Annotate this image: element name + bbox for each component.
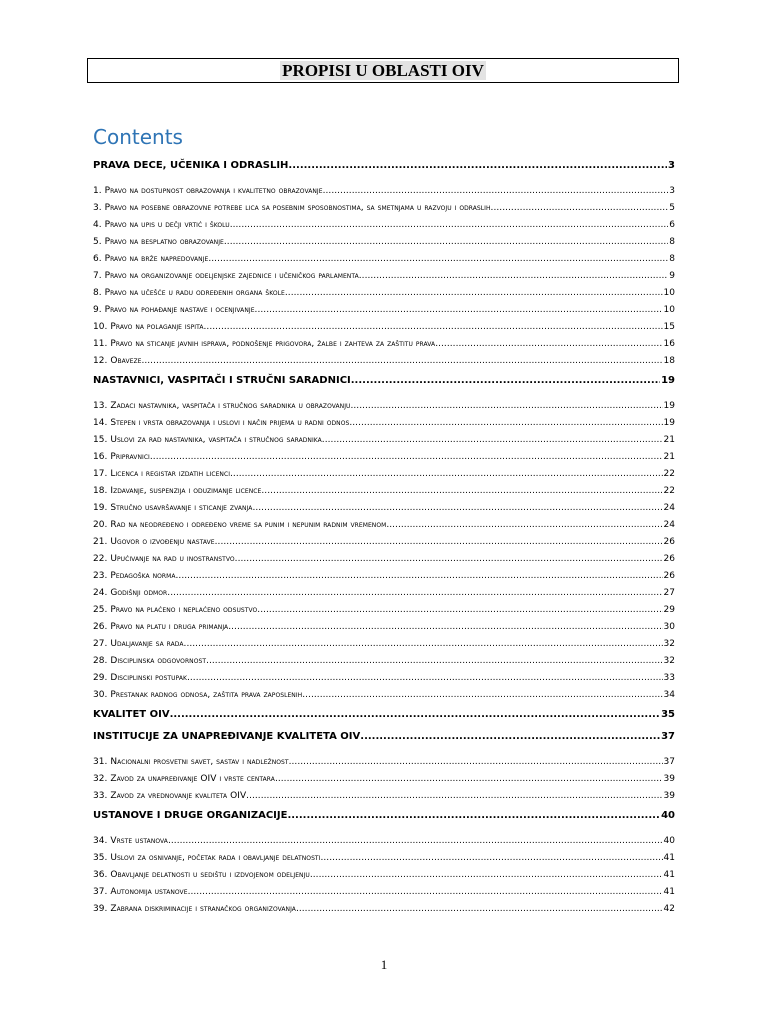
toc-entry-page: 19	[663, 418, 675, 428]
toc-entry-page: 24	[663, 520, 675, 530]
toc-entry[interactable]	[93, 901, 675, 918]
toc-entry-label: 18. Izdavanje, suspenzija i oduzimanje licence	[93, 486, 262, 496]
toc-entry-label: 19. Stručno usavršavanje i sticanje zvanja	[93, 503, 253, 513]
toc-entry-label: 27. Udaljavanje sa rada	[93, 639, 184, 649]
toc-entry-label: NASTAVNICI, VASPITAČI I STRUČNI SARADNICI	[93, 375, 351, 386]
toc-entry-label: USTANOVE I DRUGE ORGANIZACIJE	[93, 810, 288, 821]
toc-entry[interactable]	[93, 788, 675, 805]
toc-entry-label: 37. Autonomija ustanove	[93, 887, 188, 897]
toc-entry-label: 22. Upućivanje na rad u inostranstvo	[93, 554, 235, 564]
document-title-box	[87, 58, 679, 83]
toc-entry-label: 24. Godišnji odmor	[93, 588, 168, 598]
toc-entry[interactable]	[93, 517, 675, 534]
toc-entry-page: 40	[661, 810, 675, 821]
toc-dot-leader	[187, 670, 663, 687]
toc-entry-page: 6	[669, 220, 675, 230]
toc-entry-page: 24	[663, 503, 675, 513]
toc-entry-page: 32	[663, 639, 675, 649]
toc-entry-page: 18	[663, 356, 675, 366]
toc-entry[interactable]	[93, 432, 675, 449]
toc-entry-page: 39	[663, 774, 675, 784]
toc-entry[interactable]	[93, 336, 675, 353]
toc-dot-leader	[246, 788, 662, 805]
toc-dot-leader	[350, 398, 662, 415]
toc-entry[interactable]	[93, 217, 675, 234]
toc-entry-page: 22	[663, 486, 675, 496]
toc-dot-leader	[359, 268, 669, 285]
toc-dot-leader	[167, 585, 662, 602]
toc-entry-page: 37	[661, 731, 675, 742]
toc-entry-label: 4. Pravo na upis u dečji vrtić i školu	[93, 220, 230, 230]
toc-dot-leader	[322, 432, 663, 449]
toc-entry-page: 41	[663, 853, 675, 863]
toc-entry-label: 16. Pripravnici	[93, 452, 150, 462]
toc-entry-page: 15	[663, 322, 675, 332]
toc-entry-label: 29. Disciplinski postupak	[93, 673, 187, 683]
toc-entry-page: 35	[661, 709, 675, 720]
toc-dot-leader	[435, 336, 662, 353]
toc-entry[interactable]	[93, 568, 675, 585]
toc-dot-leader	[491, 200, 669, 217]
toc-entry-label: 5. Pravo na besplatno obrazovanje	[93, 237, 224, 247]
toc-entry[interactable]	[93, 833, 675, 850]
toc-entry-label: 9. Pravo na pohađanje nastave i ocenjivanje	[93, 305, 255, 315]
toc-dot-leader	[360, 726, 660, 748]
toc-entry-page: 34	[663, 690, 675, 700]
toc-entry-page: 21	[663, 435, 675, 445]
toc-entry-label: 26. Pravo na platu i druga primanja	[93, 622, 229, 632]
toc-entry-page: 10	[663, 305, 675, 315]
toc-entry-label: 7. Pravo na organizovanje odeljenjske zajednice i učeničkog parlamenta	[93, 271, 359, 281]
toc-dot-leader	[257, 602, 662, 619]
toc-entry-page: 26	[663, 554, 675, 564]
toc-entry[interactable]	[93, 551, 675, 568]
toc-section-entry[interactable]	[93, 704, 675, 726]
table-of-contents	[93, 155, 675, 918]
toc-entry-label: 33. Zavod za vrednovanje kvaliteta OIV	[93, 791, 247, 801]
toc-entry-page: 42	[663, 904, 675, 914]
toc-entry[interactable]	[93, 602, 675, 619]
toc-entry-page: 8	[669, 254, 675, 264]
toc-dot-leader	[141, 353, 662, 370]
toc-dot-leader	[323, 183, 669, 200]
toc-entry-label: 36. Obavljanje delatnosti u sedištu i izdvojenom odeljenju	[93, 870, 310, 880]
toc-dot-leader	[228, 619, 662, 636]
toc-entry-label: 32. Zavod za unapređivanje OIV i vrste centara	[93, 774, 275, 784]
toc-dot-leader	[320, 850, 662, 867]
toc-entry-label: KVALITET OIV	[93, 709, 170, 720]
toc-dot-leader	[224, 234, 668, 251]
toc-entry-page: 26	[663, 571, 675, 581]
toc-entry[interactable]	[93, 483, 675, 500]
toc-entry[interactable]	[93, 319, 675, 336]
toc-entry-label: 17. Licenca i registar izdatih licenci	[93, 469, 231, 479]
toc-entry-label: 8. Pravo na učešće u radu određenih organa škole	[93, 288, 285, 298]
toc-entry-page: 41	[663, 870, 675, 880]
toc-entry[interactable]	[93, 867, 675, 884]
toc-entry[interactable]	[93, 466, 675, 483]
toc-entry-label: PRAVA DECE, UČENIKA I ODRASLIH	[93, 160, 289, 171]
toc-dot-leader	[206, 653, 662, 670]
toc-entry-page: 30	[663, 622, 675, 632]
toc-entry[interactable]	[93, 251, 675, 268]
toc-entry-page: 8	[669, 237, 675, 247]
toc-entry-label: 31. Nacionalni prosvetni savet, sastav i nadležnost	[93, 757, 289, 767]
toc-entry[interactable]	[93, 771, 675, 788]
toc-dot-leader	[168, 833, 663, 850]
toc-entry-page: 19	[663, 401, 675, 411]
toc-entry[interactable]	[93, 534, 675, 551]
toc-entry-page: 21	[663, 452, 675, 462]
toc-entry-label: 15. Uslovi za rad nastavnika, vaspitača i stručnog saradnika	[93, 435, 322, 445]
toc-entry[interactable]	[93, 653, 675, 670]
toc-entry[interactable]	[93, 884, 675, 901]
toc-entry[interactable]	[93, 285, 675, 302]
toc-dot-leader	[176, 568, 663, 585]
toc-dot-leader	[386, 517, 662, 534]
toc-entry-label: 10. Pravo na polaganje ispita	[93, 322, 204, 332]
toc-entry-page: 33	[663, 673, 675, 683]
toc-dot-leader	[349, 415, 662, 432]
toc-entry-label: INSTITUCIJE ZA UNAPREĐIVANJE KVALITETA OIV	[93, 731, 361, 742]
toc-entry[interactable]	[93, 500, 675, 517]
toc-entry-page: 29	[663, 605, 675, 615]
toc-entry-label: 21. Ugovor o izvođenju nastave	[93, 537, 215, 547]
toc-entry-page: 19	[661, 375, 675, 386]
toc-entry[interactable]	[93, 754, 675, 771]
toc-section-entry[interactable]	[93, 726, 675, 748]
toc-entry[interactable]	[93, 687, 675, 704]
toc-entry-page: 9	[669, 271, 675, 281]
toc-entry[interactable]	[93, 619, 675, 636]
toc-entry[interactable]	[93, 398, 675, 415]
toc-entry-label: 28. Disciplinska odgovornost	[93, 656, 207, 666]
toc-entry-page: 41	[663, 887, 675, 897]
page-number: 1	[380, 957, 388, 972]
toc-dot-leader	[215, 534, 663, 551]
toc-entry-page: 5	[669, 203, 675, 213]
toc-entry-label: 30. Prestanak radnog odnosa, zaštita prava zaposlenih	[93, 690, 303, 700]
toc-section-entry[interactable]	[93, 370, 675, 392]
contents-heading: Contents	[93, 125, 183, 149]
toc-dot-leader	[289, 754, 663, 771]
toc-dot-leader	[261, 483, 662, 500]
toc-dot-leader	[275, 771, 663, 788]
toc-entry[interactable]	[93, 183, 675, 200]
toc-entry[interactable]	[93, 302, 675, 319]
toc-entry-label: 23. Pedagoška norma	[93, 571, 176, 581]
toc-entry-label: 25. Pravo na plaćeno i neplaćeno odsustvo	[93, 605, 258, 615]
toc-entry[interactable]	[93, 850, 675, 867]
toc-entry-page: 10	[663, 288, 675, 298]
toc-entry-page: 40	[663, 836, 675, 846]
toc-dot-leader	[255, 302, 663, 319]
toc-entry-label: 11. Pravo na sticanje javnih isprava, podnošenje prigovora, žalbe i zahteva za zaštitu prava	[93, 339, 436, 349]
toc-dot-leader	[285, 285, 663, 302]
toc-entry-page: 22	[663, 469, 675, 479]
toc-entry[interactable]	[93, 234, 675, 251]
toc-dot-leader	[230, 217, 669, 234]
toc-entry[interactable]	[93, 449, 675, 466]
toc-entry[interactable]	[93, 636, 675, 653]
toc-dot-leader	[184, 636, 663, 653]
toc-dot-leader	[288, 155, 667, 177]
toc-dot-leader	[351, 370, 660, 392]
toc-entry[interactable]	[93, 585, 675, 602]
toc-entry-label: 20. Rad na neodređeno i određeno vreme sa punim i nepunim radnim vremenom	[93, 520, 387, 530]
toc-entry-page: 27	[663, 588, 675, 598]
toc-dot-leader	[204, 319, 663, 336]
toc-entry-label: 12. Obaveze	[93, 356, 142, 366]
toc-entry-label: 3. Pravo na posebne obrazovne potrebe lica sa posebnim sposobnostima, sa smetnjama u razvoju i odraslih	[93, 203, 491, 213]
toc-entry-label: 35. Uslovi za osnivanje, početak rada i obavljanje delatnosti	[93, 853, 321, 863]
toc-entry-label: 6. Pravo na brže napredovanje	[93, 254, 209, 264]
toc-entry-page: 26	[663, 537, 675, 547]
toc-dot-leader	[252, 500, 662, 517]
toc-dot-leader	[302, 687, 662, 704]
toc-dot-leader	[150, 449, 663, 466]
toc-entry[interactable]	[93, 353, 675, 370]
toc-section-entry[interactable]	[93, 155, 675, 177]
toc-entry-label: 1. Pravo na dostupnost obrazovanja i kvalitetno obrazovanje	[93, 186, 323, 196]
toc-dot-leader	[235, 551, 663, 568]
toc-dot-leader	[230, 466, 663, 483]
toc-entry-page: 3	[669, 186, 675, 196]
toc-entry-label: 39. Zabrana diskriminacije i stranačkog organizovanja	[93, 904, 296, 914]
toc-entry[interactable]	[93, 670, 675, 687]
toc-entry-page: 39	[663, 791, 675, 801]
toc-entry-label: 14. Stepen i vrsta obrazovanja i uslovi i način prijema u radni odnos	[93, 418, 350, 428]
toc-dot-leader	[296, 901, 663, 918]
toc-dot-leader	[208, 251, 668, 268]
toc-entry-page: 3	[668, 160, 675, 171]
toc-dot-leader	[188, 884, 663, 901]
toc-dot-leader	[287, 805, 660, 827]
toc-dot-leader	[170, 704, 661, 726]
toc-entry-label: 13. Zadaci nastavnika, vaspitača i stručnog saradnika u obrazovanju	[93, 401, 351, 411]
toc-entry[interactable]	[93, 268, 675, 285]
document-title: PROPISI U OBLASTI OIV	[282, 61, 484, 80]
toc-entry-page: 32	[663, 656, 675, 666]
toc-entry-label: 34. Vrste ustanova	[93, 836, 168, 846]
toc-entry[interactable]	[93, 200, 675, 217]
toc-entry-page: 37	[663, 757, 675, 767]
toc-entry[interactable]	[93, 415, 675, 432]
toc-section-entry[interactable]	[93, 805, 675, 827]
toc-entry-page: 16	[663, 339, 675, 349]
toc-dot-leader	[310, 867, 663, 884]
